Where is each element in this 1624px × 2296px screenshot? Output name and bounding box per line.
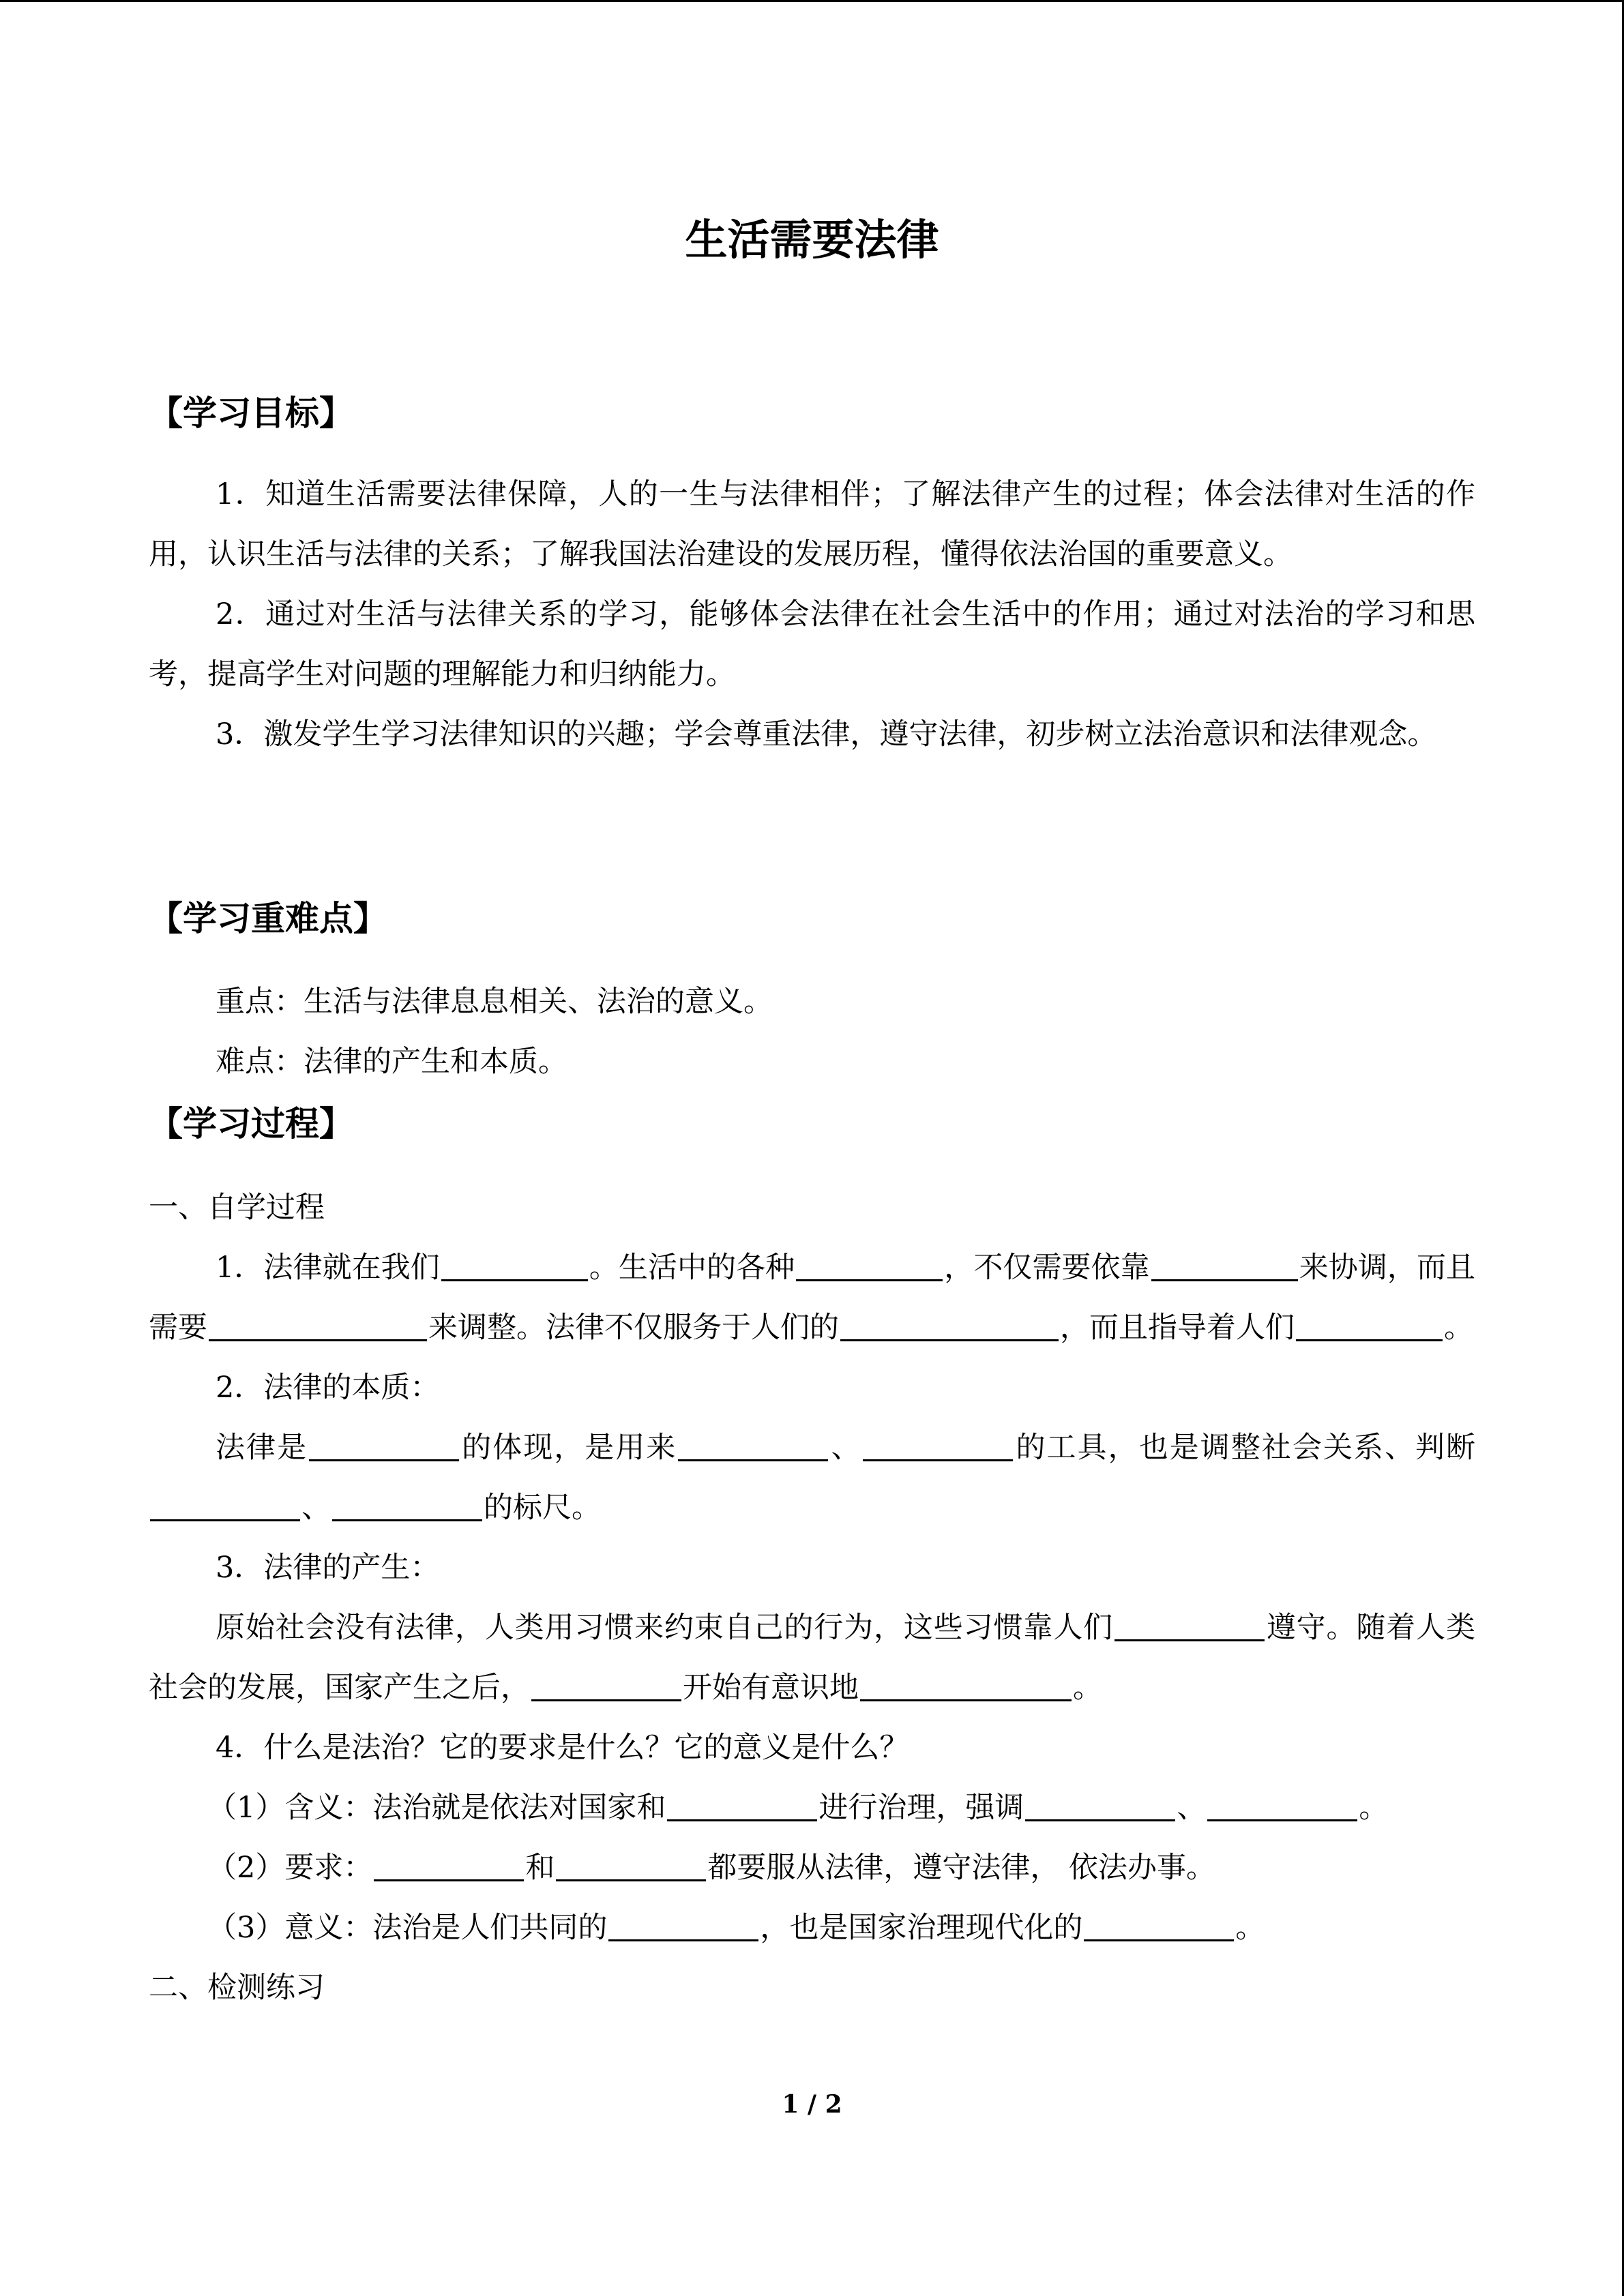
blank-field[interactable]: [860, 1667, 1072, 1701]
goal-item-1: 1．知道生活需要法律保障，人的一生与法律相伴；了解法律产生的过程；体会法律对生活的作用，认识生活与法律的关系；了解我国法治建设的发展历程，懂得依法治国的重要意义。: [149, 477, 1475, 571]
blank-field[interactable]: [150, 1487, 300, 1521]
top-border: [0, 0, 1624, 2]
goal-item-2: 2．通过对生活与法律关系的学习，能够体会法律在社会生活中的作用；通过对法治的学习和思考，提高学生对问题的理解能力和归纳能力。: [149, 597, 1475, 691]
question-2: 法律是 的体现，是用来 、 的工具，也是调整社会关系、判断、 的标尺。: [149, 1418, 1475, 1538]
page-number: 1 / 2: [782, 2090, 842, 2119]
question-2-label: 2．法律的本质：: [216, 1371, 440, 1405]
blank-field[interactable]: [309, 1427, 459, 1461]
question-4-meaning: （1）含义：法治就是依法对国家和 进行治理，强调 、 。: [149, 1778, 1475, 1838]
question-1: 1．法律就在我们 。生活中的各种 ，不仅需要依靠 来协调，而且需要 来调整。法律不仅服务于人们的 ，而且指导着人们 。: [149, 1238, 1475, 1358]
blank-field[interactable]: [556, 1847, 706, 1881]
blank-field[interactable]: [1084, 1907, 1234, 1941]
goals-list: [149, 464, 1475, 764]
blank-field[interactable]: [374, 1847, 524, 1881]
process-content: [149, 1178, 1475, 2018]
blank-field[interactable]: [608, 1907, 758, 1941]
blank-field[interactable]: [209, 1307, 427, 1341]
blank-field[interactable]: [1114, 1607, 1265, 1641]
question-3: 原始社会没有法律，人类用习惯来约束自己的行为，这些习惯靠人们 遵守。随着人类社会的发展，国家产生之后， 开始有意识地 。: [149, 1598, 1475, 1718]
part2-heading: 二、检测练习: [149, 1971, 325, 2005]
question-4-requirement: （2）要求： 和 都要服从法律，遵守法律， 依法办事。: [149, 1838, 1475, 1898]
process-heading: 【学习过程】: [149, 1104, 353, 1144]
blank-field[interactable]: [441, 1247, 588, 1281]
blank-field[interactable]: [678, 1427, 828, 1461]
key-heading: 【学习重难点】: [149, 899, 387, 938]
blank-field[interactable]: [840, 1307, 1059, 1341]
blank-field[interactable]: [667, 1787, 817, 1821]
document-title: 生活需要法律: [685, 215, 939, 265]
goal-item-3: 3．激发学生学习法律知识的兴趣；学会尊重法律，遵守法律，初步树立法治意识和法律观念。: [216, 717, 1437, 751]
blank-field[interactable]: [1207, 1787, 1357, 1821]
question-4-label: 4．什么是法治？它的要求是什么？它的意义是什么？: [216, 1731, 909, 1765]
question-4-significance: （3）意义：法治是人们共同的 ，也是国家治理现代化的 。: [149, 1898, 1475, 1958]
blank-field[interactable]: [863, 1427, 1013, 1461]
focus-point: 重点：生活与法律息息相关、法治的意义。: [216, 985, 773, 1019]
blank-field[interactable]: [1296, 1307, 1443, 1341]
blank-field[interactable]: [796, 1247, 943, 1281]
key-points: [149, 972, 1475, 1092]
question-3-label: 3．法律的产生：: [216, 1551, 440, 1585]
part1-heading: 一、自学过程: [149, 1191, 325, 1225]
blank-field[interactable]: [531, 1667, 681, 1701]
blank-field[interactable]: [1151, 1247, 1298, 1281]
goals-heading: 【学习目标】: [149, 393, 353, 433]
difficulty-point: 难点：法律的产生和本质。: [216, 1045, 567, 1079]
blank-field[interactable]: [332, 1487, 482, 1521]
blank-field[interactable]: [1025, 1787, 1175, 1821]
